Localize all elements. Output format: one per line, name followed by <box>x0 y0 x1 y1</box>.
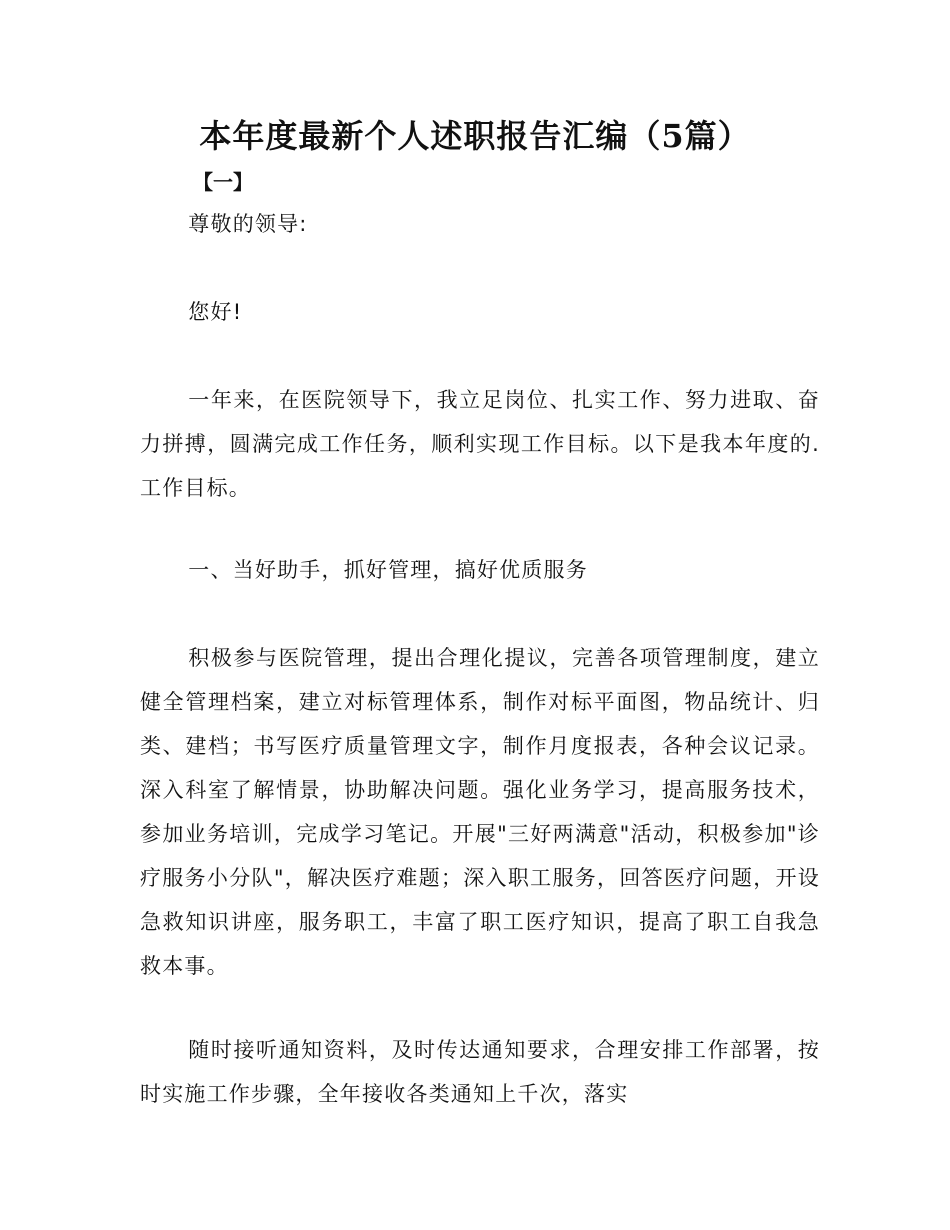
salutation: 尊敬的领导: <box>188 212 308 236</box>
section-heading: 一、当好助手，抓好管理，搞好优质服务 <box>188 558 588 582</box>
document-title: 本年度最新个人述职报告汇编（5篇） <box>199 117 751 155</box>
paragraph-notifications: 随时接听通知资料，及时传达通知要求，合理安排工作部署，按时实施工作步骤，全年接收各类通知上千次，落实 <box>140 1038 820 1106</box>
greeting: 您好! <box>188 300 243 324</box>
paragraph-intro: 一年来，在医院领导下，我立足岗位、扎实工作、努力进取、奋力拼搏，圆满完成工作任务，顺利实现工作目标。以下是我本年度的.工作目标。 <box>140 388 820 500</box>
paragraph-management: 积极参与医院管理，提出合理化提议，完善各项管理制度，建立健全管理档案，建立对标管理体系，制作对标平面图，物品统计、归类、建档；书写医疗质量管理文字，制作月度报表，各种会议记录。深入科室了解情景，协助解决问题。强化业务学习，提高服务技术，参加业务培训，完成学习笔记。开展"三好两满意"活动，积极参加"诊疗服务小分队"，解决医疗难题；深入职工服务，回答医疗问题，开设急救知识讲座，服务职工，丰富了职工医疗知识，提高了职工自我急救本事。 <box>140 646 820 978</box>
section-marker: 【一】 <box>193 170 253 194</box>
